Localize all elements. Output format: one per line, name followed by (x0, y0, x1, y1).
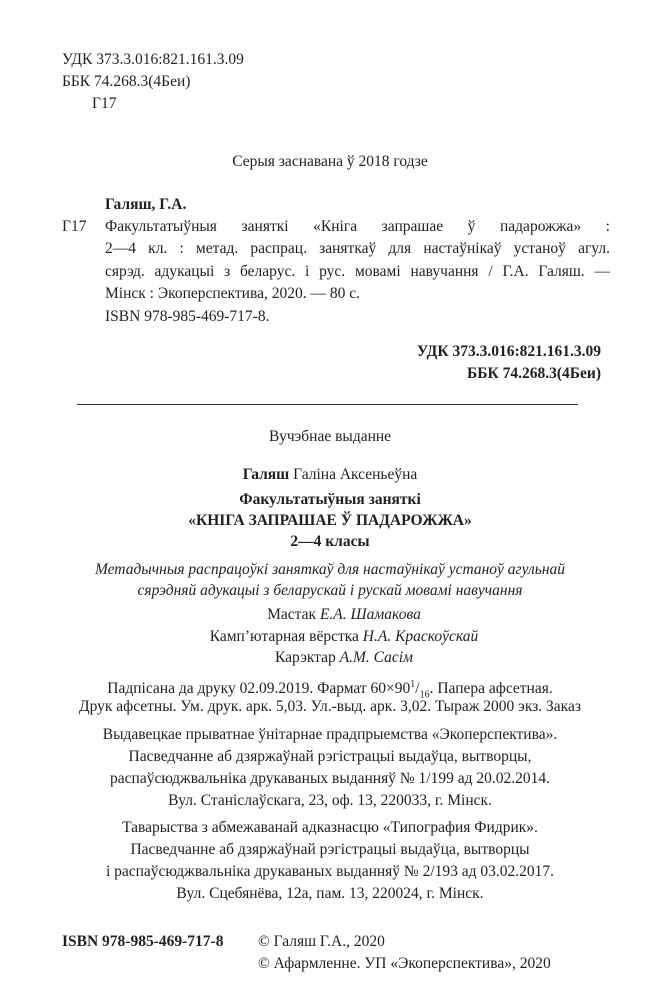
credit-name: Н.А. Краскоўскай (362, 628, 479, 645)
publisher-line: Пасведчанне аб дзяржаўнай рэгістрацыі выдаўца, вытворцы, (128, 748, 532, 765)
publisher-line: Вул. Станіслаўскага, 23, оф. 13, 220033, г. Мінск. (168, 792, 492, 809)
credit-role: Карэктар (275, 649, 336, 666)
divider (77, 404, 578, 405)
publisher-line: Выдавецкае прыватнае ўнітарнае прадпрыемства «Экоперспектива». (102, 726, 558, 743)
author-mark: Г17 (92, 95, 117, 112)
catalog-line: Факультатыўныя заняткі «Кніга запрашае ў падарожжа» : (105, 218, 610, 235)
printer-line: Вул. Сцебянёва, 12а, пам. 13, 220024, г. Мінск. (176, 885, 484, 902)
description-line: Метадычныя распрацоўкі заняткаў для настаўнікаў устаноў агульнай (94, 561, 566, 578)
catalog-line: Мінск : Экоперспектива, 2020. — 80 с. (105, 284, 360, 302)
format-numerator: 1 (410, 679, 416, 690)
printer-line: Пасведчанне аб дзяржаўнай рэгістрацыі выдаўца, вытворцы (130, 841, 530, 858)
author-surname: Галяш (242, 466, 290, 483)
catalog-isbn: ISBN 978-985-469-717-8. (105, 308, 270, 325)
copyright-design: © Афармленне. УП «Экоперспектива», 2020 (258, 955, 551, 972)
footer-isbn: ISBN 978-985-469-717-8 (62, 933, 224, 950)
catalog-bbk: ББК 74.268.3(4Беи) (467, 365, 601, 382)
print-paper: . Папера афсетная. (429, 680, 553, 698)
credit-name: Е.А. Шамакова (319, 606, 421, 623)
credit-proofreader (14, 647, 667, 669)
format-denominator: 16 (419, 689, 430, 701)
title-line2: «КНІГА ЗАПРАШАЕ Ў ПАДАРОЖЖА» (188, 512, 472, 529)
credit-layout (14, 626, 667, 648)
catalog-mark: Г17 (62, 218, 87, 235)
title-line1: Факультатыўныя заняткі (239, 491, 421, 508)
catalog-line: сярэд. адукацыі з беларус. і рус. мовамі навучання / Г.А. Галяш. — (105, 262, 610, 280)
author-name: Галіна Аксеньеўна (293, 466, 418, 483)
copyright-author: © Галяш Г.А., 2020 (258, 933, 385, 950)
catalog-author: Галяш, Г.А. (105, 196, 187, 213)
print-format: Падпісана да друку 02.09.2019. Фармат 60×90 (107, 680, 411, 698)
credit-name: А.М. Сасім (339, 649, 413, 666)
edition-type: Вучэбнае выданне (268, 428, 392, 445)
print-info-line1: Падпісана да друку 02.09.2019. Фармат $60\times 90^1/_{16}$. Папера афсетная. (107, 679, 553, 701)
description-line: сярэдняй адукацыі з беларускай і рускай мовамі навучання (137, 582, 523, 599)
udk-code: УДК 373.3.016:821.161.3.09 (62, 51, 244, 68)
publisher-line: распаўсюджвальніка друкаваных выданняў № 1/199 ад 20.02.2014. (110, 770, 550, 787)
printer-line: Таварыства з абмежаванай адказнасцю «Типография Фидрик». (122, 819, 538, 836)
catalog-udk: УДК 373.3.016:821.161.3.09 (416, 343, 601, 360)
series-note: Серыя заснавана ў 2018 годзе (232, 153, 428, 170)
catalog-line: 2—4 кл. : метад. распрац. заняткаў для настаўнікаў устаноў агул. (105, 240, 610, 258)
credit-role: Камп’ютарная вёрстка (209, 628, 359, 645)
printer-line: і распаўсюджвальніка друкаваных выданняў № 2/193 ад 03.02.2017. (105, 863, 555, 880)
credit-role: Мастак (267, 606, 317, 623)
catalog-description (105, 216, 610, 305)
print-info-line2: Друк афсетны. Ум. друк. арк. 5,03. Ул.-выд. арк. 3,02. Тыраж 2000 экз. Заказ (79, 698, 581, 715)
author-full (0, 464, 660, 486)
credit-artist (14, 604, 667, 626)
title-grades: 2—4 класы (290, 533, 370, 550)
bbk-code: ББК 74.268.3(4Беи) (62, 73, 191, 90)
